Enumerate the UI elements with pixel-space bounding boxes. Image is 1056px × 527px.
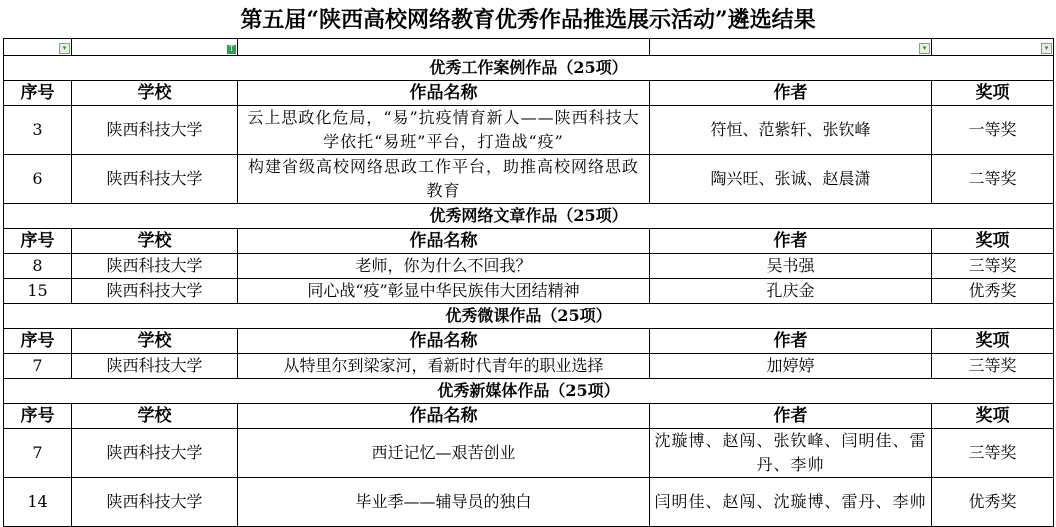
header-author: 作者 — [650, 404, 932, 429]
header-award: 奖项 — [932, 229, 1054, 254]
table-row — [4, 279, 1054, 304]
header-author: 作者 — [650, 329, 932, 354]
cell-work: 西迁记忆—艰苦创业 — [238, 429, 650, 478]
header-work: 作品名称 — [238, 81, 650, 106]
table-row — [4, 354, 1054, 379]
header-no: 序号 — [4, 81, 72, 106]
cell-award: 优秀奖 — [932, 279, 1054, 304]
table-row — [4, 478, 1054, 527]
cell-award: 一等奖 — [932, 106, 1054, 155]
cell-work: 云上思政化危局，“易”抗疫情育新人——陕西科技大学依托“易班”平台，打造战“疫” — [238, 106, 650, 155]
header-no: 序号 — [4, 229, 72, 254]
cell-school: 陕西科技大学 — [72, 429, 238, 478]
cell-school: 陕西科技大学 — [72, 155, 238, 204]
cell-award: 三等奖 — [932, 429, 1054, 478]
filter-active-icon[interactable]: T — [227, 45, 236, 54]
cell-school: 陕西科技大学 — [72, 279, 238, 304]
page-title: 第五届“陕西高校网络教育优秀作品推选展示活动”遴选结果 — [240, 7, 816, 33]
cell-work: 从特里尔到梁家河，看新时代青年的职业选择 — [238, 354, 650, 379]
cell-no: 14 — [4, 478, 72, 527]
cell-school: 陕西科技大学 — [72, 254, 238, 279]
header-author: 作者 — [650, 81, 932, 106]
filter-dropdown-icon[interactable]: ▾ — [59, 43, 70, 54]
cell-author: 加婷婷 — [650, 354, 932, 379]
filter-cell-work — [238, 39, 650, 56]
filter-cell-no — [4, 39, 72, 56]
results-table — [3, 38, 1054, 527]
filter-dropdown-icon[interactable]: ▾ — [1041, 43, 1052, 54]
table-row — [4, 254, 1054, 279]
cell-work: 老师，你为什么不回我？ — [238, 254, 650, 279]
section-title: 优秀新媒体作品（25项） — [4, 379, 1054, 404]
section-title: 优秀工作案例作品（25项） — [4, 56, 1054, 81]
table-row — [4, 106, 1054, 155]
header-work: 作品名称 — [238, 329, 650, 354]
cell-no: 7 — [4, 429, 72, 478]
header-award: 奖项 — [932, 81, 1054, 106]
cell-author: 吴书强 — [650, 254, 932, 279]
section-title: 优秀微课作品（25项） — [4, 304, 1054, 329]
header-award: 奖项 — [932, 404, 1054, 429]
header-school: 学校 — [72, 329, 238, 354]
cell-work: 构建省级高校网络思政工作平台，助推高校网络思政教育 — [238, 155, 650, 204]
cell-no: 7 — [4, 354, 72, 379]
cell-no: 8 — [4, 254, 72, 279]
filter-cell-author — [650, 39, 932, 56]
cell-work: 毕业季——辅导员的独白 — [238, 478, 650, 527]
cell-work: 同心战“疫”彰显中华民族伟大团结精神 — [238, 279, 650, 304]
cell-school: 陕西科技大学 — [72, 478, 238, 527]
table-row — [4, 429, 1054, 478]
cell-award: 优秀奖 — [932, 478, 1054, 527]
header-school: 学校 — [72, 81, 238, 106]
header-work: 作品名称 — [238, 229, 650, 254]
cell-author: 陶兴旺、张诚、赵晨潇 — [650, 155, 932, 204]
cell-no: 15 — [4, 279, 72, 304]
header-author: 作者 — [650, 229, 932, 254]
cell-no: 6 — [4, 155, 72, 204]
filter-dropdown-icon[interactable]: ▾ — [919, 43, 930, 54]
cell-award: 三等奖 — [932, 254, 1054, 279]
cell-no: 3 — [4, 106, 72, 155]
cell-author: 符恒、范紫轩、张钦峰 — [650, 106, 932, 155]
header-work: 作品名称 — [238, 404, 650, 429]
cell-award: 二等奖 — [932, 155, 1054, 204]
cell-award: 三等奖 — [932, 354, 1054, 379]
header-school: 学校 — [72, 229, 238, 254]
header-no: 序号 — [4, 404, 72, 429]
section-title: 优秀网络文章作品（25项） — [4, 204, 1054, 229]
cell-author: 闫明佳、赵闯、沈璇博、雷丹、李帅 — [650, 478, 932, 527]
table-row — [4, 155, 1054, 204]
cell-school: 陕西科技大学 — [72, 106, 238, 155]
cell-school: 陕西科技大学 — [72, 354, 238, 379]
cell-author: 沈璇博、赵闯、张钦峰、闫明佳、雷丹、李帅 — [650, 429, 932, 478]
filter-row — [4, 39, 1054, 56]
header-award: 奖项 — [932, 329, 1054, 354]
header-school: 学校 — [72, 404, 238, 429]
header-no: 序号 — [4, 329, 72, 354]
filter-cell-award — [932, 39, 1054, 56]
filter-cell-school — [72, 39, 238, 56]
cell-author: 孔庆金 — [650, 279, 932, 304]
